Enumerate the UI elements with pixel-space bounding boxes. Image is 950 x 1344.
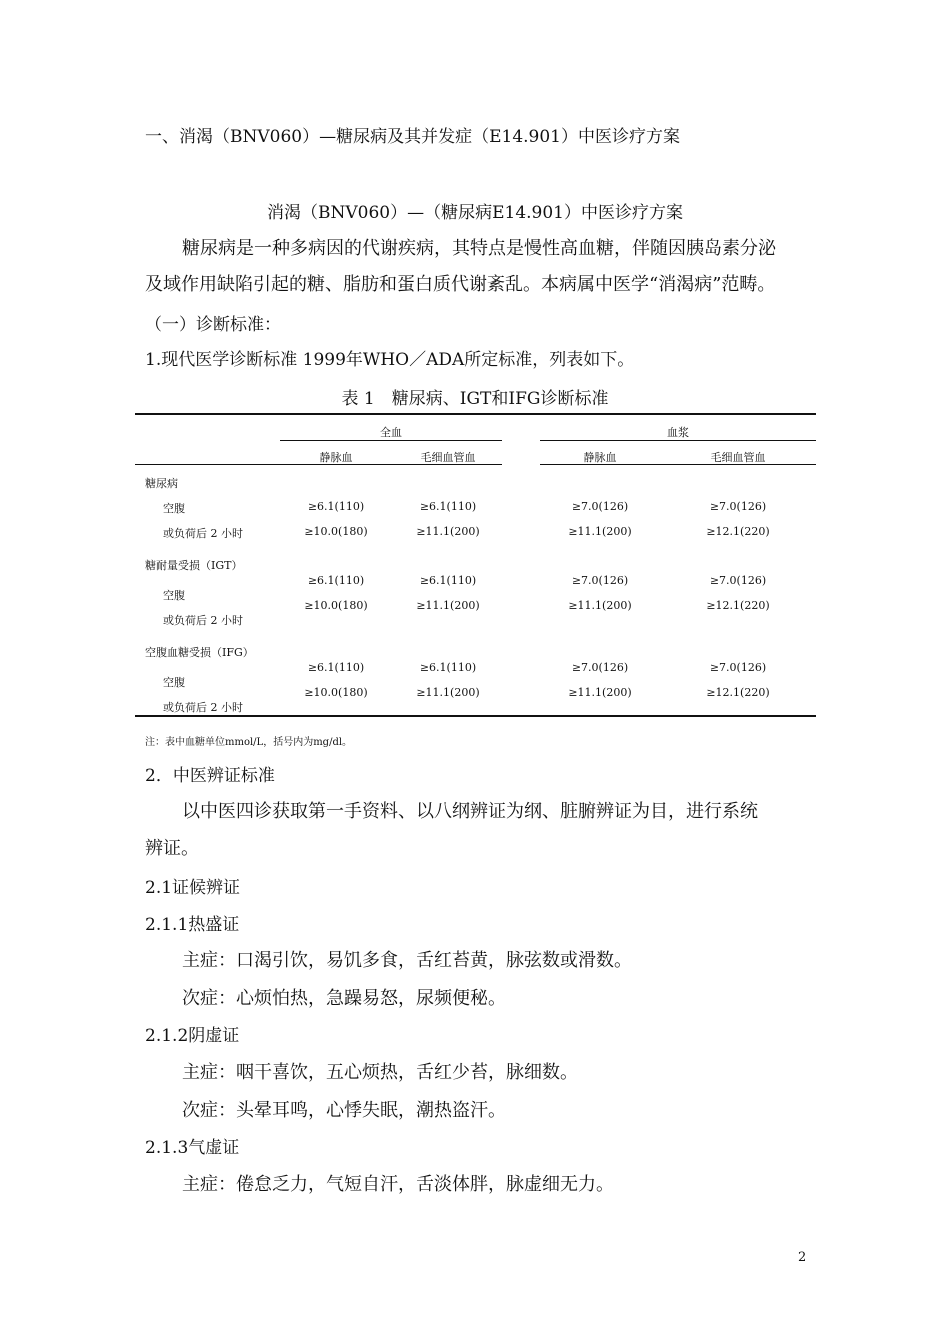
table-cell: ≥11.1(200) xyxy=(416,525,480,538)
subsection-heading: 2.1.2阴虚证 xyxy=(145,1026,240,1046)
table-top-rule xyxy=(135,413,816,415)
main-symptoms: 主症：咽干喜饮，五心烦热，舌红少苔，脉细数。 xyxy=(182,1062,578,1083)
row-label: 或负荷后 2 小时 xyxy=(163,614,243,627)
subsection-heading: 2.1.3气虚证 xyxy=(145,1138,240,1158)
group-header-plasma: 血浆 xyxy=(667,426,689,439)
tcm-criteria-text-2: 辨证。 xyxy=(145,838,199,859)
table-cell: ≥6.1(110) xyxy=(419,500,477,513)
group-rule-plasma xyxy=(540,440,816,441)
modern-criteria-item: 1.现代医学诊断标准 1999年WHO／ADA所定标准，列表如下。 xyxy=(145,350,635,370)
group-rule-whole-blood xyxy=(280,440,502,441)
sub-header: 毛细血管血 xyxy=(420,451,476,464)
table-cell: ≥12.1(220) xyxy=(706,599,770,612)
main-symptoms: 主症：倦怠乏力，气短自汗，舌淡体胖，脉虚细无力。 xyxy=(182,1174,614,1195)
diagnosis-section-title: （一）诊断标准： xyxy=(145,315,281,335)
table-cell: ≥7.0(126) xyxy=(709,574,767,587)
document-title: 消渴（BNV060）—（糖尿病E14.901）中医诊疗方案 xyxy=(267,203,683,223)
table-cell: ≥7.0(126) xyxy=(709,661,767,674)
table-cell: ≥11.1(200) xyxy=(416,686,480,699)
page-number: 2 xyxy=(798,1250,807,1265)
group-header-whole-blood: 全血 xyxy=(380,426,402,439)
table-cell: ≥6.1(110) xyxy=(307,500,365,513)
row-label: 或负荷后 2 小时 xyxy=(163,527,243,540)
sub-header: 毛细血管血 xyxy=(710,451,766,464)
header-bottom-rule xyxy=(540,464,816,465)
table-cell: ≥11.1(200) xyxy=(416,599,480,612)
group-name: 空腹血糖受损（IFG） xyxy=(145,646,254,659)
table-cell: ≥6.1(110) xyxy=(307,661,365,674)
header-bottom-rule xyxy=(135,464,502,465)
table-cell: ≥6.1(110) xyxy=(307,574,365,587)
intro-line-2: 及域作用缺陷引起的糖、脂肪和蛋白质代谢紊乱。本病属中医学“消渴病”范畴。 xyxy=(145,274,776,295)
sub-header: 静脉血 xyxy=(319,451,353,464)
section-heading: 一、消渴（BNV060）—糖尿病及其并发症（E14.901）中医诊疗方案 xyxy=(145,127,680,147)
tcm-criteria-text-1: 以中医四诊获取第一手资料、以八纲辨证为纲、脏腑辨证为目，进行系统 xyxy=(182,801,758,822)
row-label: 或负荷后 2 小时 xyxy=(163,701,243,714)
table-cell: ≥10.0(180) xyxy=(304,686,368,699)
table-cell: ≥7.0(126) xyxy=(571,574,629,587)
group-name: 糖耐量受损（IGT） xyxy=(145,559,243,572)
table-cell: ≥6.1(110) xyxy=(419,574,477,587)
main-symptoms: 主症：口渴引饮，易饥多食，舌红苔黄，脉弦数或滑数。 xyxy=(182,950,632,971)
subsection-heading: 2.1证候辨证 xyxy=(145,878,241,898)
table-cell: ≥11.1(200) xyxy=(568,686,632,699)
table-cell: ≥11.1(200) xyxy=(568,599,632,612)
row-label: 空腹 xyxy=(163,589,185,602)
group-name: 糖尿病 xyxy=(145,477,178,490)
table-cell: ≥12.1(220) xyxy=(706,686,770,699)
table-cell: ≥7.0(126) xyxy=(571,661,629,674)
intro-line-1: 糖尿病是一种多病因的代谢疾病，其特点是慢性高血糖，伴随因胰岛素分泌 xyxy=(182,238,776,259)
secondary-symptoms: 次症：头晕耳鸣，心悸失眠，潮热盗汗。 xyxy=(182,1100,506,1121)
subsection-heading: 2.1.1热盛证 xyxy=(145,915,240,935)
table-cell: ≥7.0(126) xyxy=(709,500,767,513)
row-label: 空腹 xyxy=(163,676,185,689)
secondary-symptoms: 次症：心烦怕热，急躁易怒，尿频便秘。 xyxy=(182,988,506,1009)
sub-header: 静脉血 xyxy=(583,451,617,464)
row-label: 空腹 xyxy=(163,502,185,515)
table-caption: 表 1 糖尿病、IGT和IFG诊断标准 xyxy=(341,389,609,409)
table-cell: ≥7.0(126) xyxy=(571,500,629,513)
table-cell: ≥6.1(110) xyxy=(419,661,477,674)
table-cell: ≥10.0(180) xyxy=(304,525,368,538)
table-cell: ≥11.1(200) xyxy=(568,525,632,538)
table-note: 注：表中血糖单位mmol/L，括号内为mg/dl。 xyxy=(145,737,353,748)
table-bottom-rule xyxy=(135,715,816,717)
tcm-criteria-item: 2．中医辨证标准 xyxy=(145,766,275,786)
table-cell: ≥12.1(220) xyxy=(706,525,770,538)
table-cell: ≥10.0(180) xyxy=(304,599,368,612)
